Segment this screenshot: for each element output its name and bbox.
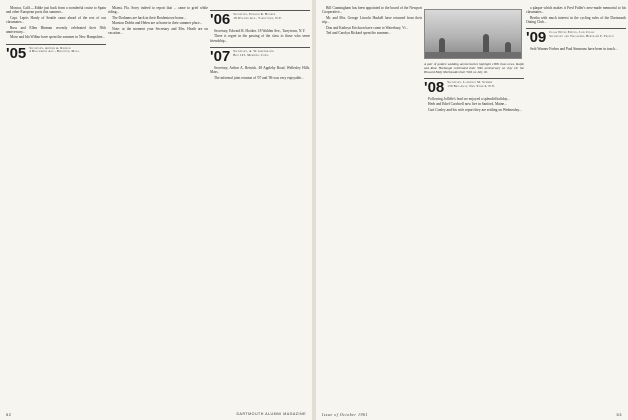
class-year: '06 <box>210 11 231 28</box>
class-header-08 <box>424 78 524 94</box>
paragraph: Note: at the moment your Secretary and Mrs. Heath are on vacation... <box>108 26 208 36</box>
right-column-1 <box>322 6 422 37</box>
paragraph: Marston Dobbs and Helen are at home in their summer place... <box>112 21 203 26</box>
paragraph: Monica, Calif.—Eddie just back from a wonderful cruise to Spain and other European ports this summer... <box>6 6 106 15</box>
secretary-address: 18 Walden Ave., Tarrytown, N.Y. <box>233 15 282 20</box>
paragraph: Bertha with much interest in the cycling rules of the Dartmouth Outing Club... <box>526 15 626 25</box>
secretary-name: Secretary, Edward R. Hooker <box>233 12 276 16</box>
paragraph: The informal joint reunion of '07 and '06 was very enjoyable... <box>214 75 304 80</box>
photo-caption: A pair of golden wedding anniversaries highlight 1908 class news. Ralph and Rose Harbaugh celebrated their 50th anniversary on July 16; the Howard Eddy McDonalds their 50th on July 18. <box>424 62 524 74</box>
left-column-2 <box>108 6 208 37</box>
secretary-name: Secretary, Arthur A. Reinick <box>29 45 71 50</box>
paragraph: Bill Cunningham has been appointed to the board of the Newport Cooperative... <box>322 6 422 15</box>
paragraph: The Dorhams are back in their Bordentown home... <box>112 15 187 20</box>
secretary-name: Secretary, Laurence M. Symmes <box>447 80 493 84</box>
secretary-address: 130 Broadway, New York 6, N.Y. <box>447 83 495 88</box>
class-header-05 <box>6 44 106 60</box>
class-header-07 <box>210 47 310 66</box>
right-page <box>316 0 628 420</box>
paragraph: Russ and Ellen Hinman recently celebrated their 50th anniversary... <box>6 25 106 34</box>
class-header-06 <box>210 10 310 26</box>
paragraph: Seth Wanner Forbes and Paul Simmons have been in touch... <box>530 47 618 52</box>
paragraph: Curt Conley and his wife report they are settling on Wednesday... <box>428 107 522 112</box>
paragraph: Secretary, Edward R. Hooker. 18 Walden Ave., Tarrytown, N.Y. <box>214 29 306 33</box>
class-year: '07 <box>210 48 231 66</box>
page-number: 53 <box>616 412 622 417</box>
left-page <box>0 0 313 420</box>
secretary-address: 4 Brackmont Ave., Brighton, Mass. <box>29 49 80 54</box>
issue-date: Issue of October 1961 <box>322 412 368 417</box>
anniversary-photo <box>424 9 522 59</box>
right-column-3 <box>526 6 626 53</box>
right-footer <box>322 412 622 417</box>
paragraph: There is regret in the passing of the class to those who sense friendship... <box>210 34 310 43</box>
paragraph: Don and Kathryn Erickson have come to Waterbury, Vt... <box>326 25 409 30</box>
paragraph: Secretary, Arthur A. Reinick. 48 Appleby Road, Wellesley Hills, Mass. <box>210 66 310 75</box>
right-column-2 <box>424 6 524 113</box>
class-year: '09 <box>526 29 547 47</box>
left-column-3 <box>210 6 310 81</box>
paragraph: Capt. Leptis Hardy of Seattle came ahead of the rest of our classmates... <box>6 15 106 25</box>
class-year: '05 <box>6 44 27 62</box>
paragraph: Miami, Fla. Sorry indeed to report that ... came to grief while riding... <box>108 6 208 15</box>
class-header-09 <box>526 28 626 47</box>
magazine-title: DARTMOUTH ALUMNI MAGAZINE <box>236 412 306 416</box>
paragraph: Herb and Ethel Cardwell now live in Sanford, Maine... <box>428 102 507 107</box>
left-footer <box>6 412 306 417</box>
secretary-address: Box 125, Meriden, Conn. <box>233 52 270 57</box>
secretary-name: Class Notes Editor, Jack Chase <box>549 30 595 35</box>
paragraph: Following Jolliffe's lead we enjoyed a splendid holiday... <box>428 97 510 101</box>
paragraph: Mose and Ida Wilbur have spent the summer in New Hampshire... <box>10 35 106 40</box>
paragraph: a plaque which makes it Fred Fuller's new-made memorial to his classmates... <box>526 6 626 15</box>
secretary-address: Secretary and Treasurer, Bertrand F. French <box>549 34 614 39</box>
secretary-name: Secretary, A. W. Greenbaum <box>233 49 274 54</box>
page-number: 52 <box>6 412 12 417</box>
paragraph: Ted and Carolyn Rickard spent the summer... <box>326 31 391 36</box>
left-column-1 <box>6 6 106 63</box>
class-year: '08 <box>424 79 445 96</box>
paragraph: Mr. and Mrs. George Lincoln Haskell have returned from their trip... <box>322 15 422 25</box>
